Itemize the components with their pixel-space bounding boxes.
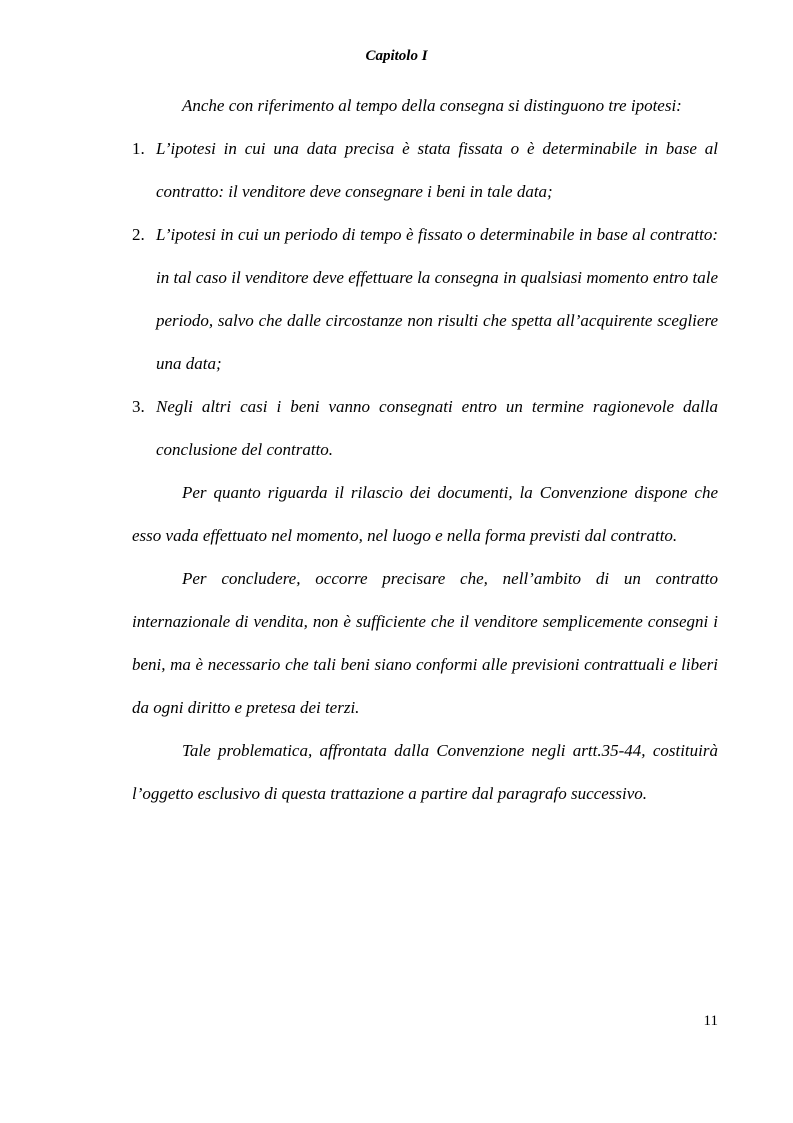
page-number: 11 — [703, 1013, 718, 1029]
list-item-text: L’ipotesi in cui un periodo di tempo è fissato o determinabile in base al contratto: in tal caso il venditore deve effettuare la consegna in qualsiasi momento entro tale periodo, salvo che dalle circostanze non risulti che spetta all’acquirente scegliere una data; — [156, 225, 718, 373]
chapter-header: Capitolo I — [365, 48, 428, 64]
list-item-number: 3. — [132, 397, 145, 416]
list-item — [132, 127, 718, 213]
list-item-number: 1. — [132, 139, 145, 158]
list-item-number: 2. — [132, 225, 145, 244]
list-item — [132, 213, 718, 385]
list-item — [132, 385, 718, 471]
list-item-text: L’ipotesi in cui una data precisa è stata fissata o è determinabile in base al contratto: il venditore deve consegnare i beni in tale data; — [156, 139, 718, 201]
document-body — [132, 84, 718, 815]
delivery-hypotheses-list — [132, 127, 718, 471]
body-paragraph: Per quanto riguarda il rilascio dei documenti, la Convenzione dispone che esso vada effettuato nel momento, nel luogo e nella forma previsti dal contratto. — [132, 483, 718, 545]
body-paragraph: Per concludere, occorre precisare che, nell’ambito di un contratto internazionale di vendita, non è sufficiente che il venditore semplicemente consegni i beni, ma è necessario che tali beni siano conformi alle previsioni contrattuali e liberi da ogni diritto e pretesa dei terzi. — [132, 569, 718, 717]
intro-paragraph: Anche con riferimento al tempo della consegna si distinguono tre ipotesi: — [182, 96, 682, 115]
list-item-text: Negli altri casi i beni vanno consegnati entro un termine ragionevole dalla conclusione del contratto. — [156, 397, 718, 459]
body-paragraph: Tale problematica, affrontata dalla Convenzione negli artt.35-44, costituirà l’oggetto esclusivo di questa trattazione a partire dal paragrafo successivo. — [132, 741, 718, 803]
